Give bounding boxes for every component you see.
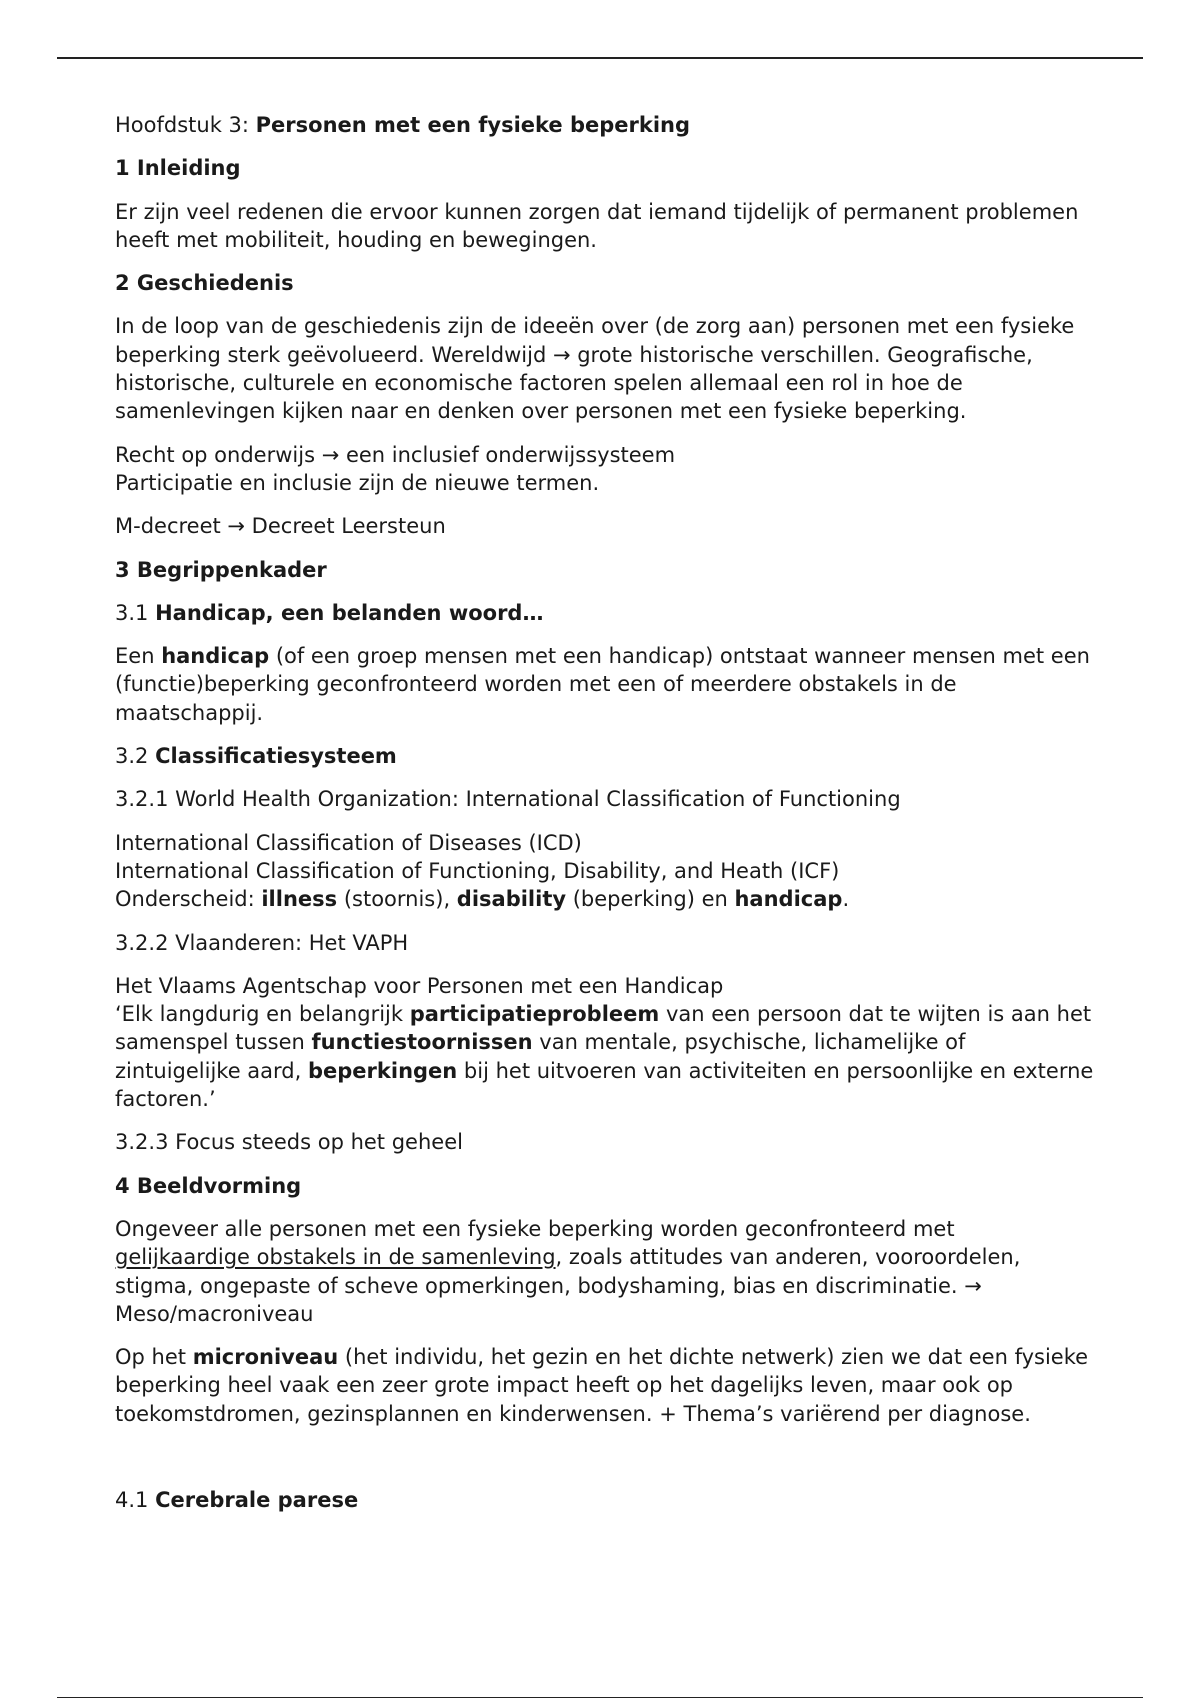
- document-body: [115, 111, 1095, 1514]
- section-heading-inleiding: 1 Inleiding: [115, 156, 241, 181]
- top-rule: [57, 57, 1143, 59]
- chapter-title: Hoofdstuk 3: Personen met een fysieke beperking: [115, 113, 691, 137]
- subsubsection-heading-focus: 3.2.3 Focus steeds op het geheel: [115, 1130, 463, 1155]
- section-heading-begrippenkader: 3 Begrippenkader: [115, 557, 327, 582]
- bottom-rule: [57, 1697, 1143, 1698]
- subsubsection-heading-who: 3.2.1 World Health Organization: International Classification of Functioning: [115, 787, 901, 812]
- paragraph-inleiding: Er zijn veel redenen die ervoor kunnen zorgen dat iemand tijdelijk of permanent problemen heeft met mobiliteit, houding en bewegingen.: [115, 199, 1079, 252]
- subsection-heading-cerebrale-parese: 4.1 Cerebrale parese: [115, 1487, 359, 1512]
- paragraph-beeldvorming-1: Ongeveer alle personen met een fysieke beperking worden geconfronteerd met gelijkaardige obstakels in de samenleving, zoals attitudes van anderen, vooroordelen, stigma, ongepaste of scheve opmerkingen, bodyshaming, bias en discriminatie. → Meso/macroniveau: [115, 1216, 1021, 1326]
- section-heading-geschiedenis: 2 Geschiedenis: [115, 271, 294, 296]
- subsection-heading-classificatie: 3.2 Classificatiesysteem: [115, 744, 397, 769]
- subsubsection-heading-vaph: 3.2.2 Vlaanderen: Het VAPH: [115, 930, 409, 955]
- paragraph-vaph: Het Vlaams Agentschap voor Personen met een Handicap ‘Elk langdurig en belangrijk participatieprobleem van een persoon dat te wijten is aan het samenspel tussen functiestoornissen van mentale, psychische, lichamelijke of zintuigelijke aard, beperkingen bij het uitvoeren van activiteiten en persoonlijke en externe factoren.’: [115, 973, 1094, 1112]
- paragraph-geschiedenis: In de loop van de geschiedenis zijn de ideeën over (de zorg aan) personen met een fysieke beperking sterk geëvolueerd. Wereldwijd → grote historische verschillen. Geografische, historische, culturele en economische factoren spelen allemaal een rol in hoe de samenlevingen kijken naar en denken over personen met een fysieke beperking.: [115, 314, 1075, 424]
- paragraph-m-decreet: M-decreet → Decreet Leersteun: [115, 514, 446, 539]
- paragraph-beeldvorming-2: Op het microniveau (het individu, het gezin en het dichte netwerk) zien we dat een fysieke beperking heel vaak een zeer grote impact heeft op het dagelijks leven, maar ook op toekomstdromen, gezinsplannen en kinderwensen. + Thema’s variërend per diagnose.: [115, 1345, 1089, 1426]
- paragraph-onderwijs: Recht op onderwijs → een inclusief onderwijssysteem Participatie en inclusie zijn de nieuwe termen.: [115, 442, 676, 495]
- section-heading-beeldvorming: 4 Beeldvorming: [115, 1173, 302, 1198]
- paragraph-handicap: Een handicap (of een groep mensen met een handicap) ontstaat wanneer mensen met een (functie)beperking geconfronteerd worden met een of meerdere obstakels in de maatschappij.: [115, 644, 1090, 725]
- subsection-heading-handicap: 3.1 Handicap, een belanden woord…: [115, 600, 544, 625]
- paragraph-classificaties: International Classification of Diseases (ICD) International Classification of Functioning, Disability, and Heath (ICF) Onderscheid: illness (stoornis), disability (beperking) en handicap.: [115, 830, 850, 912]
